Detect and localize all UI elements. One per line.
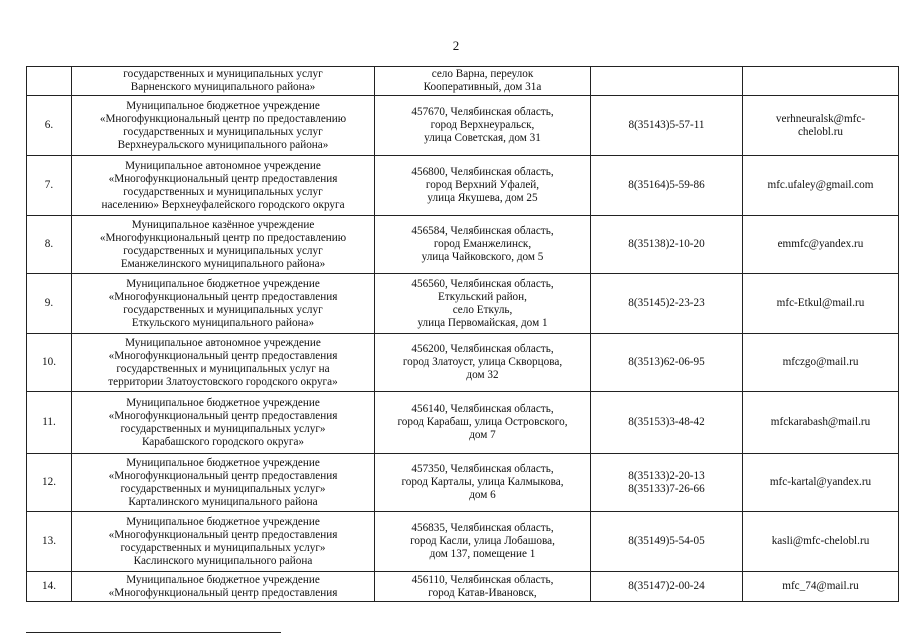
row-number: 14.: [27, 572, 72, 602]
row-number: 10.: [27, 334, 72, 392]
organization-name: Муниципальное бюджетное учреждение «Многофункциональный центр предоставления государственных и муниципальных услуг Еткульского муниципального района»: [72, 274, 375, 334]
table-row: [27, 454, 899, 512]
email: mfc-Etkul@mail.ru: [743, 274, 899, 334]
row-number: 8.: [27, 216, 72, 274]
phone: 8(35147)2-00-24: [591, 572, 743, 602]
email: verhneuralsk@mfc- chelobl.ru: [743, 96, 899, 156]
email: mfczgo@mail.ru: [743, 334, 899, 392]
organization-name: Муниципальное бюджетное учреждение «Многофункциональный центр предоставления государственных и муниципальных услуг» Каслинского муниципального района: [72, 512, 375, 572]
organization-name: Муниципальное бюджетное учреждение «Многофункциональный центр предоставления: [72, 572, 375, 602]
address: 457350, Челябинская область, город Карталы, улица Калмыкова, дом 6: [375, 454, 591, 512]
address: 456560, Челябинская область, Еткульский район, село Еткуль, улица Первомайская, дом 1: [375, 274, 591, 334]
table-row: [27, 156, 899, 216]
address: 456584, Челябинская область, город Еманжелинск, улица Чайковского, дом 5: [375, 216, 591, 274]
phone: 8(35138)2-10-20: [591, 216, 743, 274]
organization-name: Муниципальное автономное учреждение «Многофункциональный центр предоставления государственных и муниципальных услуг населению» Верхнеуфалейского городского округа: [72, 156, 375, 216]
row-number: 9.: [27, 274, 72, 334]
organization-name: Муниципальное бюджетное учреждение «Многофункциональный центр предоставления государственных и муниципальных услуг» Карталинского муниципального района: [72, 454, 375, 512]
phone: 8(35133)2-20-13 8(35133)7-26-66: [591, 454, 743, 512]
phone: 8(35149)5-54-05: [591, 512, 743, 572]
table-row: [27, 572, 899, 602]
address: 456110, Челябинская область, город Катав-Ивановск,: [375, 572, 591, 602]
organization-name: государственных и муниципальных услуг Варненского муниципального района»: [72, 67, 375, 96]
phone: 8(35145)2-23-23: [591, 274, 743, 334]
row-number: 12.: [27, 454, 72, 512]
table-row: [27, 512, 899, 572]
address: 457670, Челябинская область, город Верхнеуральск, улица Советская, дом 31: [375, 96, 591, 156]
address: 456800, Челябинская область, город Верхний Уфалей, улица Якушева, дом 25: [375, 156, 591, 216]
email: [743, 67, 899, 96]
email: emmfc@yandex.ru: [743, 216, 899, 274]
row-number: 7.: [27, 156, 72, 216]
table-row: [27, 392, 899, 454]
address: 456835, Челябинская область, город Касли, улица Лобашова, дом 137, помещение 1: [375, 512, 591, 572]
table-row: [27, 274, 899, 334]
table-row: [27, 96, 899, 156]
table-row: [27, 67, 899, 96]
email: mfckarabash@mail.ru: [743, 392, 899, 454]
table-row: [27, 334, 899, 392]
address: 456200, Челябинская область, город Златоуст, улица Скворцова, дом 32: [375, 334, 591, 392]
row-number: [27, 67, 72, 96]
phone: 8(35143)5-57-11: [591, 96, 743, 156]
organization-name: Муниципальное бюджетное учреждение «Многофункциональный центр предоставления государственных и муниципальных услуг» Карабашского городского округа»: [72, 392, 375, 454]
phone: 8(3513)62-06-95: [591, 334, 743, 392]
row-number: 13.: [27, 512, 72, 572]
row-number: 11.: [27, 392, 72, 454]
email: mfc_74@mail.ru: [743, 572, 899, 602]
organization-name: Муниципальное бюджетное учреждение «Многофункциональный центр по предоставлению государственных и муниципальных услуг Верхнеуральского муниципального района»: [72, 96, 375, 156]
page-number: 2: [452, 38, 460, 53]
organization-name: Муниципальное автономное учреждение «Многофункциональный центр предоставления государственных и муниципальных услуг на территории Златоустовского городского округа»: [72, 334, 375, 392]
organization-name: Муниципальное казённое учреждение «Многофункциональный центр по предоставлению государственных и муниципальных услуг Еманжелинского муниципального района»: [72, 216, 375, 274]
footer-divider: [26, 632, 281, 633]
address: село Варна, переулок Кооперативный, дом 31а: [375, 67, 591, 96]
email: mfc.ufaley@gmail.com: [743, 156, 899, 216]
email: mfc-kartal@yandex.ru: [743, 454, 899, 512]
phone: 8(35153)3-48-42: [591, 392, 743, 454]
address: 456140, Челябинская область, город Карабаш, улица Островского, дом 7: [375, 392, 591, 454]
table-row: [27, 216, 899, 274]
row-number: 6.: [27, 96, 72, 156]
phone: 8(35164)5-59-86: [591, 156, 743, 216]
email: kasli@mfc-chelobl.ru: [743, 512, 899, 572]
phone: [591, 67, 743, 96]
mfc-registry-table: [26, 66, 899, 602]
